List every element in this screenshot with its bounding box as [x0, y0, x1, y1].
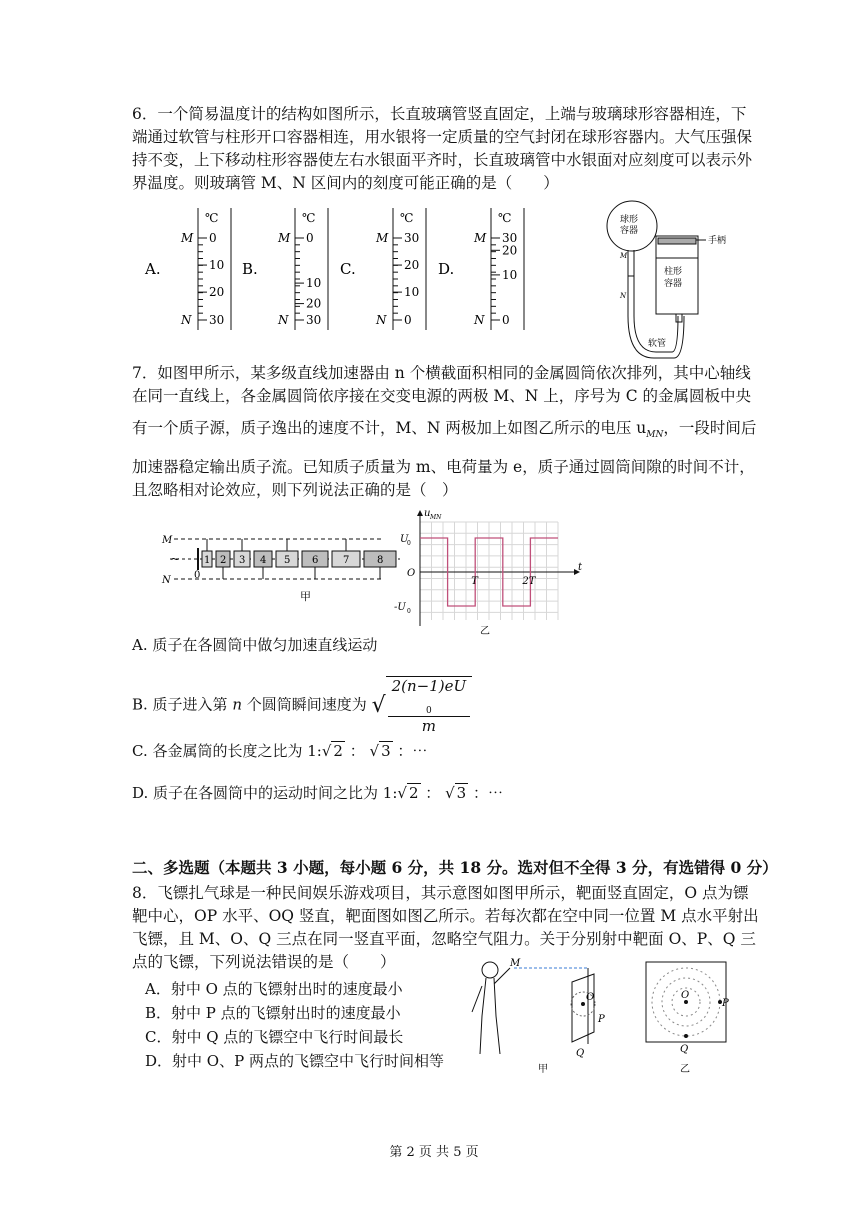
- chart-y-label: u: [424, 508, 431, 519]
- q6-option-scale: [340, 206, 440, 336]
- tube-number: 6: [312, 555, 319, 566]
- scale-tick-label: 0: [209, 231, 217, 245]
- chart-y-label-sub: MN: [430, 514, 442, 521]
- tick-T: T: [471, 576, 478, 587]
- n-label: N: [376, 313, 387, 327]
- jia-m-label: M: [162, 535, 173, 546]
- cylinder-label-2: 容器: [664, 279, 683, 289]
- scale-tick-label: 20: [502, 243, 518, 258]
- q6-option-scale: [145, 206, 245, 336]
- handle-label: 手柄: [708, 236, 727, 246]
- q6-option-letter: C.: [340, 260, 356, 278]
- fig-m-label: M: [510, 958, 521, 969]
- u0-sub: 0: [407, 540, 411, 547]
- neg-u0-sub: 0: [407, 608, 411, 615]
- scale-tick-label: 0: [404, 313, 412, 327]
- q8-option-a: A．射中 O 点的飞镖射出时的速度最小: [145, 980, 403, 998]
- scale-tick-label: 10: [404, 285, 420, 300]
- n-label: N: [278, 313, 289, 327]
- apparatus-m-label: M: [620, 252, 628, 260]
- section-2-heading: 二、多选题（本题共 3 小题，每小题 6 分，共 18 分。选对但不全得 3 分，有选错得 0 分）: [132, 858, 778, 877]
- fig-jia-caption-8: 甲: [538, 1064, 548, 1075]
- hose-label: 软管: [648, 339, 667, 349]
- fig-p-label: P: [598, 1014, 605, 1025]
- tube-number: 3: [239, 555, 246, 566]
- q7-option-b: B. 质子进入第 n 个圆筒瞬间速度为 √ 2(n−1)eU $_0$ m: [132, 676, 472, 735]
- m-label: M: [376, 231, 389, 245]
- fig-o-label: O: [586, 992, 595, 1003]
- n-label: N: [474, 313, 485, 327]
- fig-jia-caption: 甲: [300, 590, 311, 603]
- tube-number: 8: [377, 555, 384, 566]
- voltage-chart-yi: [394, 508, 588, 637]
- neg-u0-label: -U: [394, 602, 406, 613]
- q6-line: 端通过软管与柱形开口容器相连，用水银将一定质量的空气封闭在球形容器内。大气压强保: [132, 128, 753, 146]
- scale-tick-label: 30: [209, 313, 225, 327]
- scale-tick-label: 20: [306, 296, 322, 311]
- sphere-label: 球形: [620, 215, 639, 225]
- q6-line: 6．一个简易温度计的结构如图所示，长直玻璃管竖直固定，上端与玻璃球形容器相连，下: [132, 105, 747, 123]
- scale-tick-label: 10: [209, 258, 225, 273]
- q6-option-letter: A.: [145, 260, 161, 278]
- q8-option-b: B．射中 P 点的飞镖射出时的速度最小: [145, 1004, 401, 1022]
- origin-label: O: [407, 568, 416, 579]
- q7-line: 7．如图甲所示，某多级直线加速器由 n 个横截面积相同的金属圆筒依次排列，其中心轴线: [132, 364, 751, 382]
- q8-line: 靶中心，OP 水平、OQ 竖直，靶面图如图乙所示。若每次都在空中同一位置 M 点水平射出: [132, 907, 759, 925]
- apparatus-n-label: N: [620, 292, 627, 300]
- unit-label: ℃: [205, 211, 219, 225]
- scale-tick-label: 0: [306, 231, 314, 245]
- scale-tick-label: 30: [306, 313, 322, 327]
- scale-tick-label: 20: [404, 258, 420, 273]
- dart-target-figure: [468, 956, 738, 1076]
- q6-option-scale: [438, 206, 538, 336]
- front-o-label: O: [681, 990, 690, 1001]
- n-label: N: [181, 313, 192, 327]
- tube-number: 2: [220, 555, 227, 566]
- unit-label: ℃: [400, 211, 414, 225]
- q7-line: 且忽略相对论效应，则下列说法正确的是（ ）: [132, 481, 458, 500]
- cylinder-label: 柱形: [664, 267, 683, 277]
- q6-option-letter: D.: [438, 260, 455, 278]
- tube-number: 7: [343, 555, 350, 566]
- q7-option-c: C. 各金属筒的长度之比为 1:√ 2 ： √ 3 ：⋯: [132, 742, 428, 760]
- q8-option-d: D．射中 O、P 两点的飞镖空中飞行时间相等: [145, 1052, 444, 1070]
- m-label: M: [181, 231, 194, 245]
- question-6-text: [132, 103, 753, 195]
- u0-label: U: [400, 534, 409, 545]
- sphere-label-2: 容器: [620, 226, 639, 236]
- q7-line: 在同一直线上，各金属圆筒依序接在交变电源的两极 M、N 上，序号为 C 的金属圆板中央: [132, 387, 752, 405]
- tube-number: 4: [260, 555, 267, 566]
- unit-label: ℃: [498, 211, 512, 225]
- front-p-label: P: [722, 998, 729, 1009]
- q6-line: 界温度。则玻璃管 M、N 区间内的刻度可能正确的是（ ）: [132, 174, 559, 192]
- q6-option-scale: [242, 206, 342, 336]
- front-q-label: Q: [680, 1044, 689, 1055]
- tube-number: 1: [204, 555, 211, 566]
- m-label: M: [474, 231, 487, 245]
- q7-line-3: 有一个质子源，质子逸出的速度不计，M、N 两极加上如图乙所示的电压 $u_{MN}$，一段时间后: [132, 419, 757, 441]
- chart-x-label: t: [578, 562, 583, 573]
- q8-option-c: C．射中 Q 点的飞镖空中飞行时间最长: [145, 1028, 404, 1046]
- unit-label: ℃: [302, 211, 316, 225]
- q6-line: 持不变，上下移动柱形容器使左右水银面平齐时，长直玻璃管中水银面对应刻度可以表示外: [132, 151, 753, 169]
- scale-tick-label: 30: [404, 231, 420, 245]
- tick-2T: 2T: [522, 576, 536, 587]
- q8-line: 飞镖，且 M、O、Q 三点在同一竖直平面，忽略空气阻力。关于分别射中靶面 O、P、Q 三: [132, 930, 756, 948]
- jia-n-label: N: [162, 575, 171, 586]
- scale-tick-label: 20: [209, 285, 225, 300]
- thermometer-apparatus-figure: [598, 196, 738, 366]
- jia-zero-label: 0: [194, 570, 201, 581]
- scale-tick-label: 10: [502, 267, 518, 282]
- q6-option-letter: B.: [242, 260, 258, 278]
- scale-tick-label: 10: [306, 276, 322, 291]
- q8-line: 点的飞镖，下列说法错误的是（ ）: [132, 953, 396, 971]
- scale-tick-label: 0: [502, 313, 510, 327]
- ac-source-symbol: ~: [170, 552, 181, 566]
- q8-line: 8．飞镖扎气球是一种民间娱乐游戏项目，其示意图如图甲所示，靶面竖直固定，O 点为镖: [132, 884, 749, 902]
- accelerator-figure-jia: [160, 526, 405, 606]
- m-label: M: [278, 231, 291, 245]
- q7-option-d: D. 质子在各圆筒中的运动时间之比为 1:√ 2 ： √ 3 ：⋯: [132, 784, 503, 802]
- q7-line: 加速器稳定输出质子流。已知质子质量为 m、电荷量为 e，质子通过圆筒间隙的时间不计，: [132, 458, 755, 477]
- question-7-text: [132, 362, 757, 502]
- fig-q-label: Q: [576, 1048, 585, 1059]
- fig-yi-caption-8: 乙: [680, 1064, 690, 1075]
- q7-option-a: A. 质子在各圆筒中做匀加速直线运动: [132, 636, 378, 654]
- fig-yi-caption: 乙: [480, 626, 490, 637]
- tube-number: 5: [284, 555, 291, 566]
- page-footer: 第 2 页 共 5 页: [389, 1145, 479, 1160]
- scale-tick-label: 30: [502, 231, 518, 245]
